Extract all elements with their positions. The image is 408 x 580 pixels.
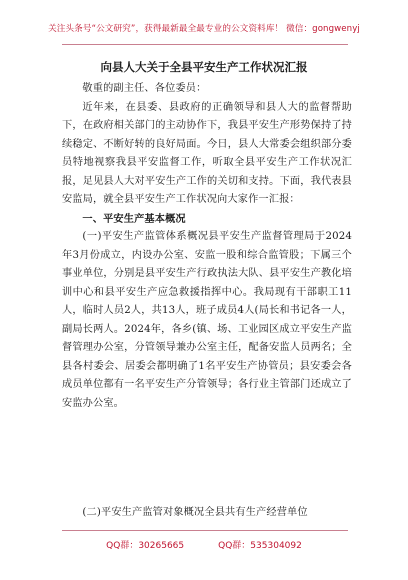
paragraph-supervision-system: (一)平安生产监管体系概况县平安生产监督管理局于2024年3月份成立，内设办公室、安监一股和综合监管股；下属三个事业单位，分别是县平安生产行政执法大队、县平安生产教化培训中心和县平安生产应急救援指挥中心。我局现有干部职工11人，临时人员2人，共13人，班子成员4人(局长和书记各一人，副局长两人。2024年，各乡(镇、场、工业园区成立平安生产监督管理办公室，分管领导兼办公室主任，配备安监人员两名；全县各村委会、居委会都明确了1名平安生产协管员；县安委会各成员单位都有一名平安生产分管领导；各行业主管部门还成立了安监办公室。 <box>62 231 352 409</box>
paragraph-supervision-targets: (二)平安生产监管对象概况全县共有生产经营单位 <box>82 507 308 518</box>
header-divider <box>62 44 348 45</box>
salutation: 敬重的副主任、各位委员： <box>82 83 207 94</box>
document-body <box>62 80 352 413</box>
top-banner: 关注头条号“公文研究”，获得最新最全最专业的公文资料库！ 微信：gongwenyj <box>48 24 360 34</box>
footer-divider <box>62 530 348 531</box>
paragraph-intro: 近年来，在县委、县政府的正确领导和县人大的监督帮助下，在政府相关部门的主动协作下，我县平安生产形势保持了持续稳定、不断好转的良好局面。今日，县人大常委会组织部分委员特地视察我县平安监督工作，听取全县平安生产工作状况汇报，足见县人大对平安生产工作的关切和支持。下面，我代表县安监局，就全县平安生产工作状况向大家作一汇报： <box>62 101 352 205</box>
footer <box>0 538 408 551</box>
section-heading: 一、平安生产基本概况 <box>82 212 186 225</box>
qq-group-2: QQ群：535304092 <box>218 541 302 551</box>
document-body-continued <box>62 504 352 523</box>
qq-group-1: QQ群：30265665 <box>106 541 185 551</box>
document-title: 向县人大关于全县平安生产工作状况汇报 <box>100 60 308 74</box>
